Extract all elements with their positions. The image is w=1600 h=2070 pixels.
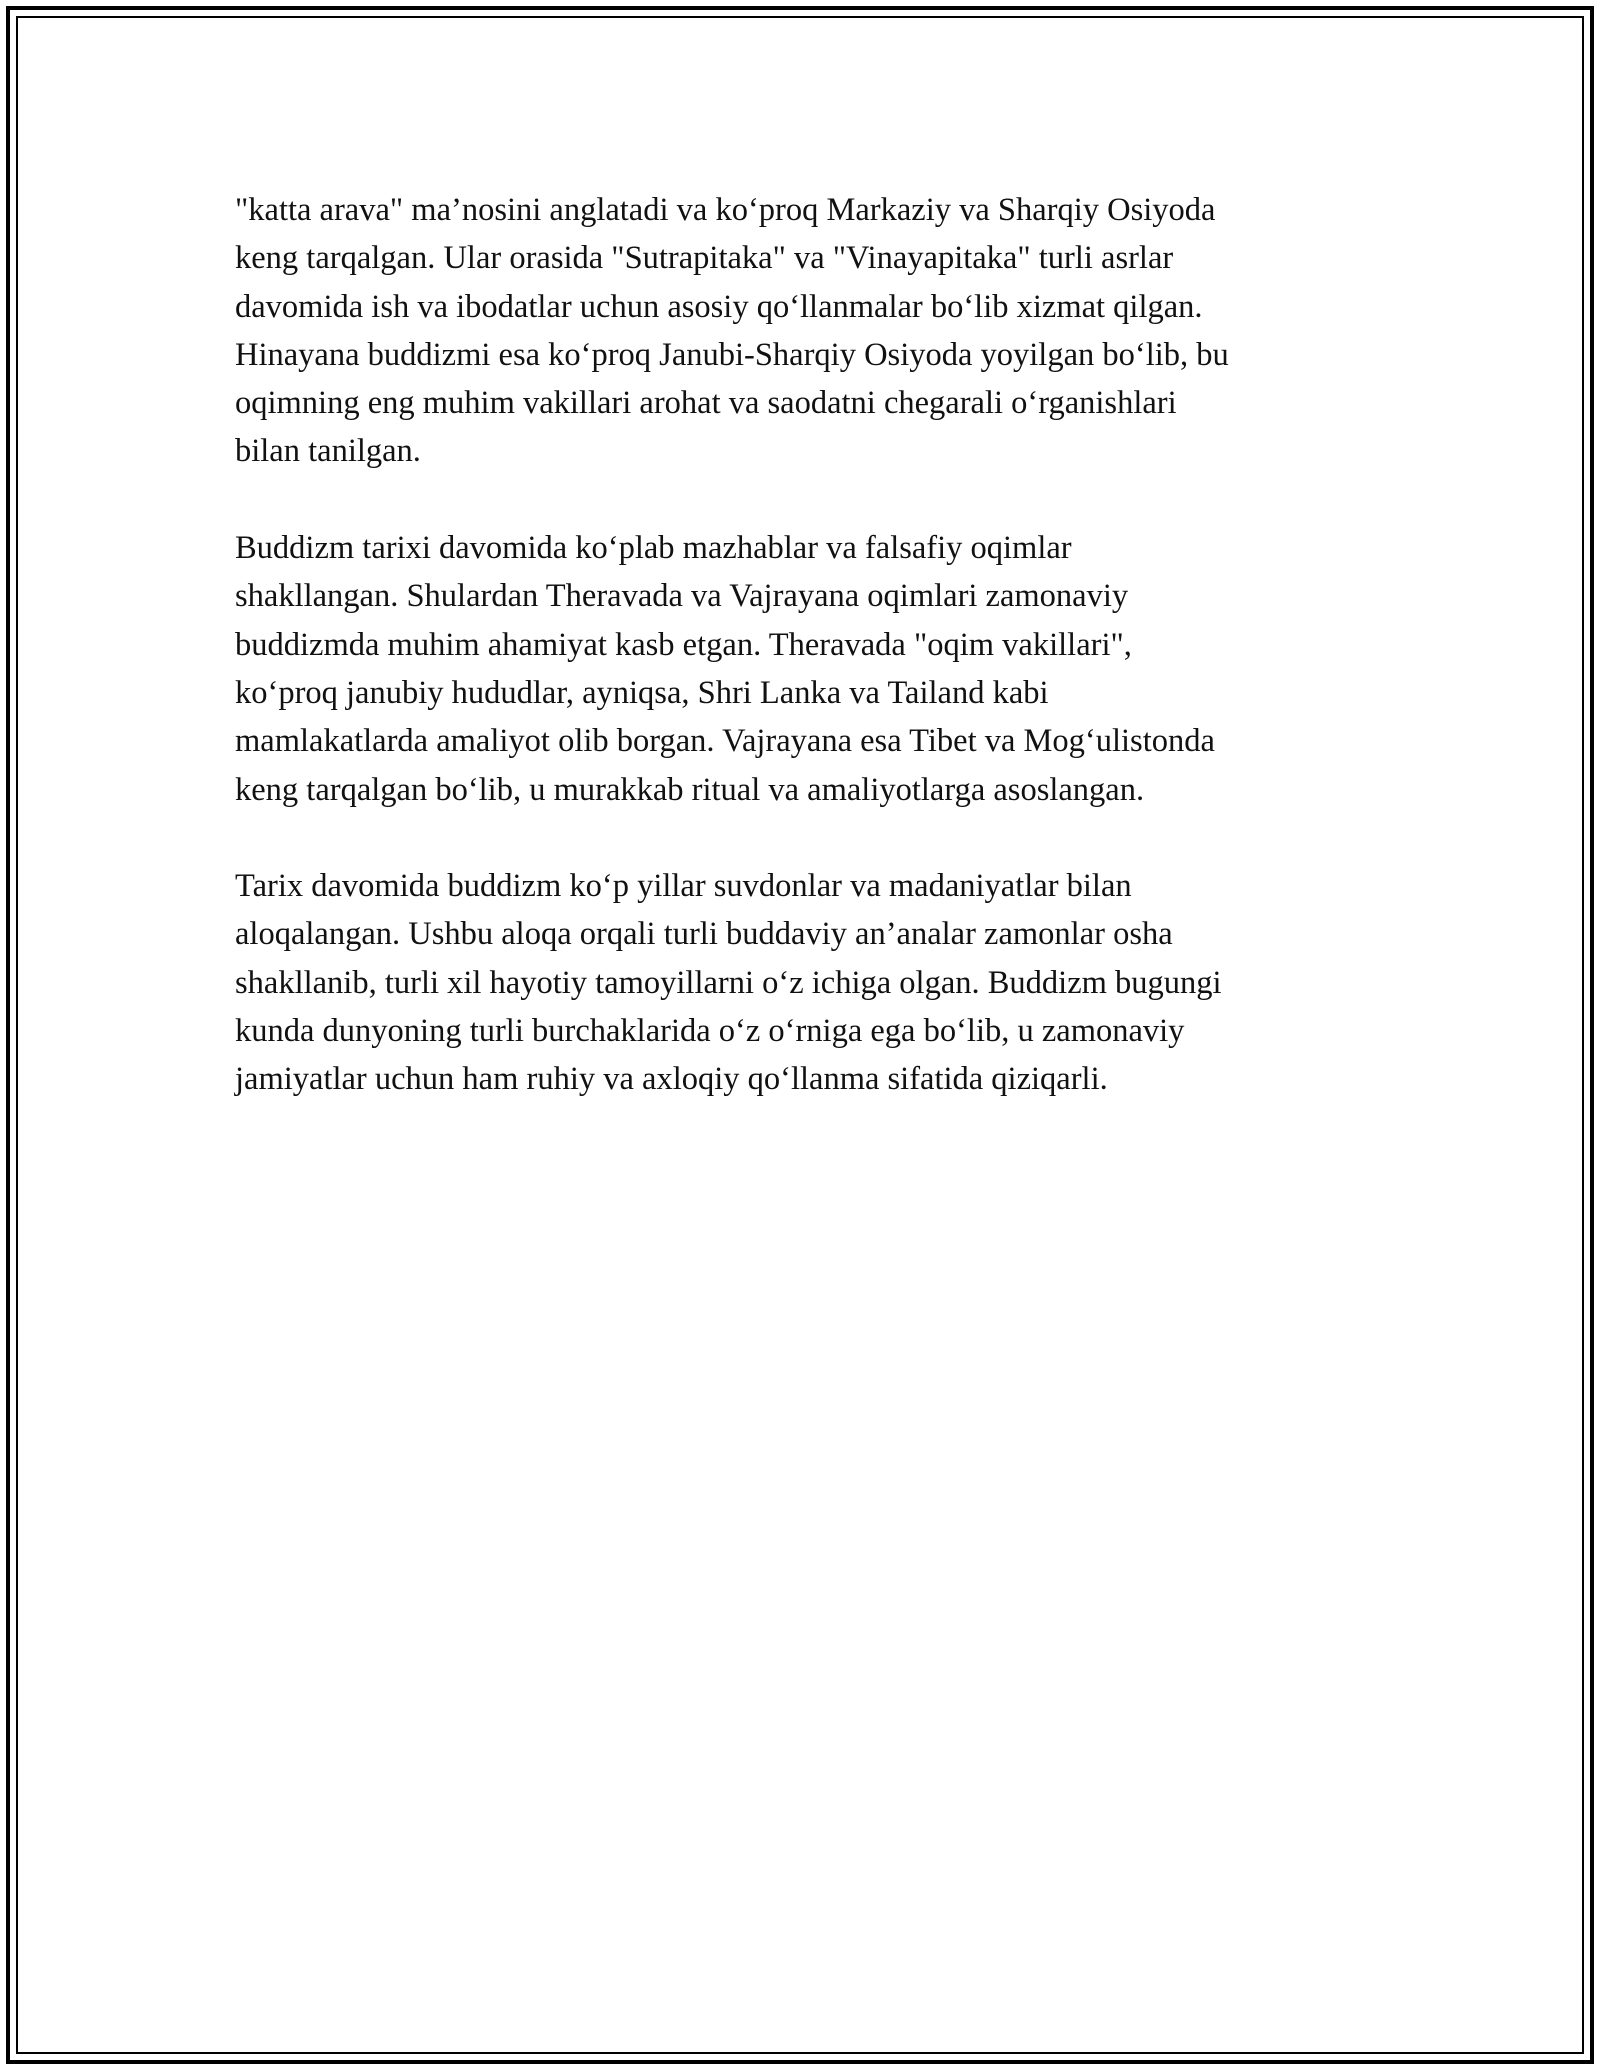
text-line: kunda dunyoning turli burchaklarida o‘z o‘rniga ega bo‘lib, u zamonaviy — [235, 1013, 1185, 1050]
paragraph-2 — [235, 524, 1375, 814]
text-line: Hinayana buddizmi esa ko‘proq Janubi-Sharqiy Osiyoda yoyilgan bo‘lib, bu — [235, 336, 1229, 373]
text-line: Buddizm tarixi davomida ko‘plab mazhablar va falsafiy oqimlar — [235, 530, 1072, 567]
text-line: shakllangan. Shulardan Theravada va Vajrayana oqimlari zamonaviy — [235, 578, 1129, 615]
text-line: davomida ish va ibodatlar uchun asosiy qo‘llanmalar bo‘lib xizmat qilgan. — [235, 288, 1203, 325]
text-line: aloqalangan. Ushbu aloqa orqali turli buddaviy an’analar zamonlar osha — [235, 916, 1173, 953]
text-line: Tarix davomida buddizm ko‘p yillar suvdonlar va madaniyatlar bilan — [235, 868, 1132, 905]
text-line: shakllanib, turli xil hayotiy tamoyillarni o‘z ichiga olgan. Buddizm bugungi — [235, 964, 1222, 1001]
paragraph-1 — [235, 186, 1375, 476]
text-line: bilan tanilgan. — [235, 433, 421, 470]
text-line: jamiyatlar uchun ham ruhiy va axloqiy qo‘llanma sifatida qiziqarli. — [235, 1061, 1108, 1098]
text-line: mamlakatlarda amaliyot olib borgan. Vajrayana esa Tibet va Mog‘ulistonda — [235, 723, 1215, 760]
text-line: buddizmda muhim ahamiyat kasb etgan. Theravada "oqim vakillari", — [235, 626, 1132, 663]
paragraph-3 — [235, 862, 1375, 1103]
text-line: "katta arava" ma’nosini anglatadi va ko‘proq Markaziy va Sharqiy Osiyoda — [235, 192, 1216, 228]
text-line: ko‘proq janubiy hududlar, ayniqsa, Shri Lanka va Tailand kabi — [235, 674, 1049, 711]
text-line: keng tarqalgan. Ular orasida "Sutrapitaka" va "Vinayapitaka" turli asrlar — [235, 240, 1174, 277]
document-body — [235, 186, 1375, 1152]
text-line: oqimning eng muhim vakillari arohat va saodatni chegarali o‘rganishlari — [235, 385, 1177, 422]
text-line: keng tarqalgan bo‘lib, u murakkab ritual va amaliyotlarga asoslangan. — [235, 771, 1145, 808]
